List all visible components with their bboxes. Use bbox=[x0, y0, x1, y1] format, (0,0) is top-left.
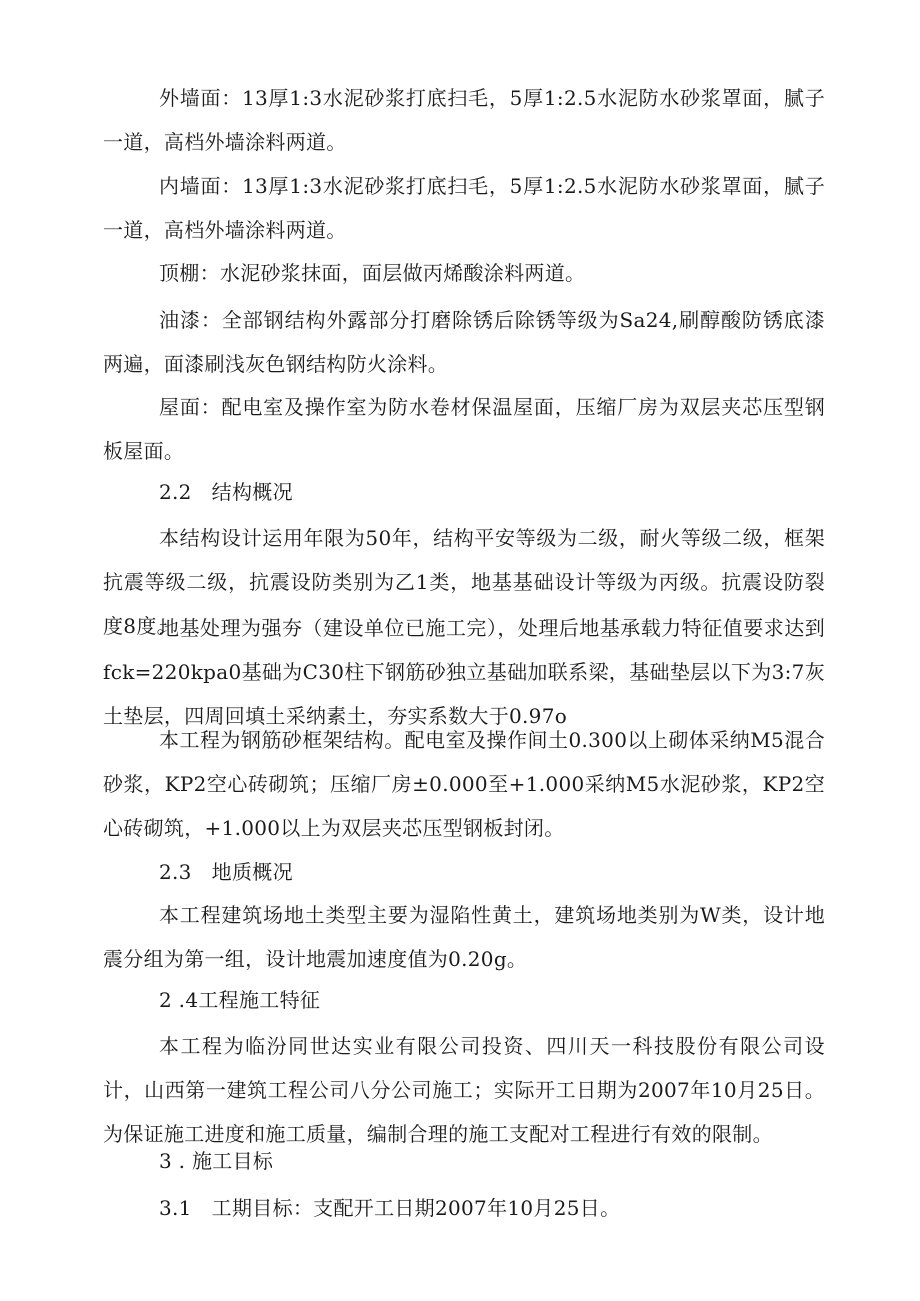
paragraph-ceiling: 顶棚：水泥砂浆抹面，面层做丙烯酸涂料两道。 bbox=[159, 261, 586, 285]
heading-3 bbox=[159, 1139, 273, 1183]
paragraph-structure-2: 地基处理为强夯（建设单位已施工完），处理后地基承载力特征值要求达到fck=220kpa0基础为C30柱下钢筋砂独立基础加联系梁，基础垫层以下为3:7灰土垫层，四周回填土采纳素土，夯实系数大于0.97o bbox=[103, 616, 825, 728]
paragraph-features: 本工程为临汾同世达实业有限公司投资、四川天一科技股份有限公司设计，山西第一建筑工程公司八分公司施工；实际开工日期为2007年10月25日。为保证施工进度和施工质量，编制合理的施工支配对工程进行有效的限制。 bbox=[103, 1034, 825, 1146]
heading-number: 3.1 bbox=[159, 1196, 192, 1220]
paragraph-structure-1: 本结构设计运用年限为50年，结构平安等级为二级，耐火等级二级，框架抗震等级二级，抗震设防类别为乙1类，地基基础设计等级为丙级。抗震设防裂度8度。 bbox=[103, 526, 825, 638]
paragraph-paint: 油漆：全部钢结构外露部分打磨除锈后除锈等级为Sa24,刷醇酸防锈底漆两遍，面漆刷浅灰色钢结构防火涂料。 bbox=[103, 308, 825, 376]
heading-title: 工期目标：支配开工日期2007年10月25日。 bbox=[211, 1196, 621, 1220]
heading-2-3 bbox=[159, 850, 293, 894]
paragraph-geology: 本工程建筑场地土类型主要为湿陷性黄土，建筑场地类别为W类，设计地震分组为第一组，设计地震加速度值为0.20g。 bbox=[103, 903, 825, 971]
paragraph-roof: 屋面：配电室及操作室为防水卷材保温屋面，压缩厂房为双层夹芯压型钢板屋面。 bbox=[103, 395, 825, 463]
heading-title: 地质概况 bbox=[211, 860, 293, 884]
heading-2-4 bbox=[159, 978, 320, 1022]
paragraph-interior-wall: 内墙面：13厚1:3水泥砂浆打底扫毛，5厚1:2.5水泥防水砂浆罩面，腻子一道，高档外墙涂料两道。 bbox=[103, 174, 825, 242]
paragraph-structure-3: 本工程为钢筋砂框架结构。配电室及操作间土0.300以上砌体采纳M5混合砂浆，KP2空心砖砌筑；压缩厂房±0.000至+1.000采纳M5水泥砂浆，KP2空心砖砌筑，+1.000以上为双层夹芯压型钢板封闭。 bbox=[103, 728, 825, 840]
heading-title: 3 . 施工目标 bbox=[159, 1149, 274, 1173]
heading-title: 结构概况 bbox=[211, 480, 293, 504]
paragraph-exterior-wall: 外墙面：13厚1:3水泥砂浆打底扫毛，5厚1:2.5水泥防水砂浆罩面，腻子一道，高档外墙涂料两道。 bbox=[103, 86, 825, 154]
heading-3-1 bbox=[159, 1186, 620, 1230]
heading-number: 2.2 bbox=[159, 480, 192, 504]
heading-number: 2.3 bbox=[159, 860, 192, 884]
heading-title: 2 .4工程施工特征 bbox=[159, 988, 321, 1012]
heading-2-2 bbox=[159, 470, 293, 514]
